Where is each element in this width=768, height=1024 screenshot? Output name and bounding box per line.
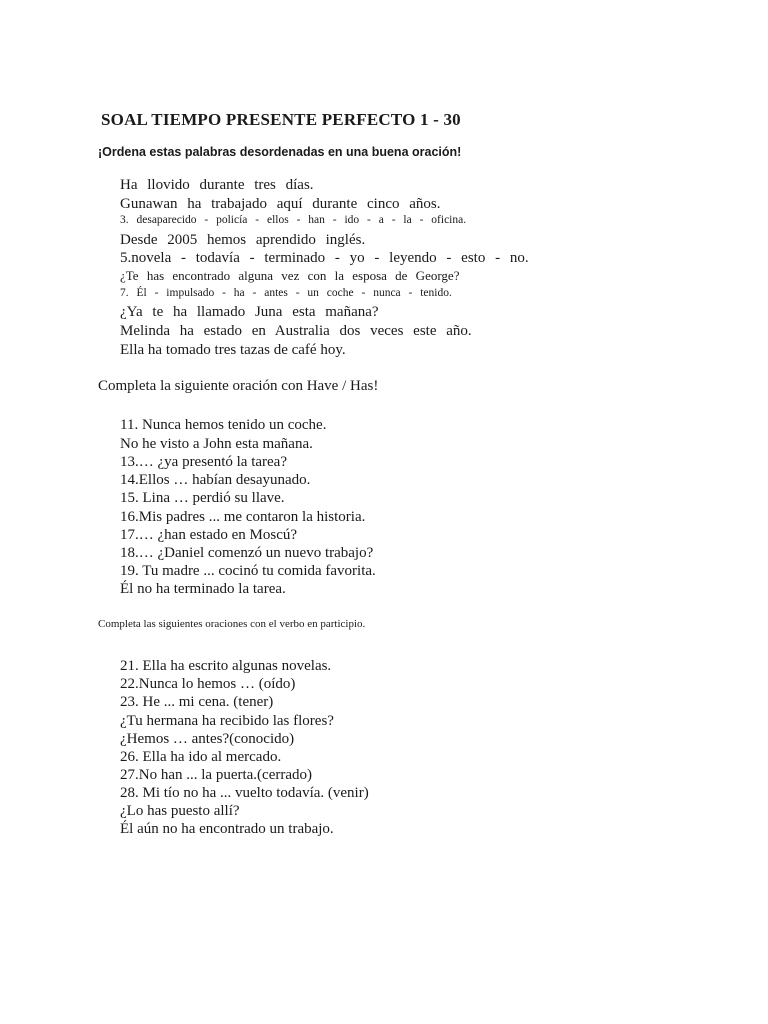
list-item: No he visto a John esta mañana.: [120, 436, 313, 452]
list-item: Él aún no ha encontrado un trabajo.: [120, 821, 334, 837]
list-item: Desde 2005 hemos aprendido inglés.: [120, 232, 366, 248]
list-item: 3. desaparecido - policía - ellos - han - ido - a - la - oficina.: [120, 214, 467, 226]
list-item: 17.… ¿han estado en Moscú?: [120, 527, 298, 543]
list-item: ¿Hemos … antes?(conocido): [120, 731, 295, 747]
list-item: 19. Tu madre ... cocinó tu comida favorita.: [120, 563, 376, 579]
list-item: 27.No han ... la puerta.(cerrado): [120, 767, 312, 783]
list-item: 11. Nunca hemos tenido un coche.: [120, 417, 327, 433]
list-item: ¿Lo has puesto allí?: [120, 803, 240, 819]
section-3-instruction: Completa las siguientes oraciones con el verbo en participio.: [98, 618, 366, 630]
list-item: Ha llovido durante tres días.: [120, 177, 314, 193]
list-item: Él no ha terminado la tarea.: [120, 581, 286, 597]
list-item: Gunawan ha trabajado aquí durante cinco años.: [120, 196, 441, 212]
list-item: 16.Mis padres ... me contaron la historia.: [120, 509, 366, 525]
list-item: 28. Mi tío no ha ... vuelto todavía. (venir): [120, 785, 369, 801]
list-item: 21. Ella ha escrito algunas novelas.: [120, 658, 332, 674]
list-item: 15. Lina … perdió su llave.: [120, 490, 285, 506]
list-item: ¿Ya te ha llamado Juna esta mañana?: [120, 304, 379, 320]
list-item: 14.Ellos … habían desayunado.: [120, 472, 311, 488]
list-item: 23. He ... mi cena. (tener): [120, 694, 274, 710]
list-item: Ella ha tomado tres tazas de café hoy.: [120, 342, 346, 358]
list-item: ¿Tu hermana ha recibido las flores?: [120, 713, 334, 729]
list-item: 22.Nunca lo hemos … (oído): [120, 676, 296, 692]
list-item: 26. Ella ha ido al mercado.: [120, 749, 282, 765]
list-item: 5.novela - todavía - terminado - yo - leyendo - esto - no.: [120, 250, 529, 266]
list-item: 7. Él - impulsado - ha - antes - un coche - nunca - tenido.: [120, 287, 452, 299]
list-item: 13.… ¿ya presentó la tarea?: [120, 454, 287, 470]
list-item: 18.… ¿Daniel comenzó un nuevo trabajo?: [120, 545, 374, 561]
list-item: ¿Te has encontrado alguna vez con la esposa de George?: [120, 268, 460, 283]
page-title: SOAL TIEMPO PRESENTE PERFECTO 1 - 30: [101, 110, 461, 129]
list-item: Melinda ha estado en Australia dos veces este año.: [120, 323, 472, 339]
section-2-instruction: Completa la siguiente oración con Have / Has!: [98, 378, 379, 394]
section-1-instruction: ¡Ordena estas palabras desordenadas en una buena oración!: [98, 145, 462, 159]
